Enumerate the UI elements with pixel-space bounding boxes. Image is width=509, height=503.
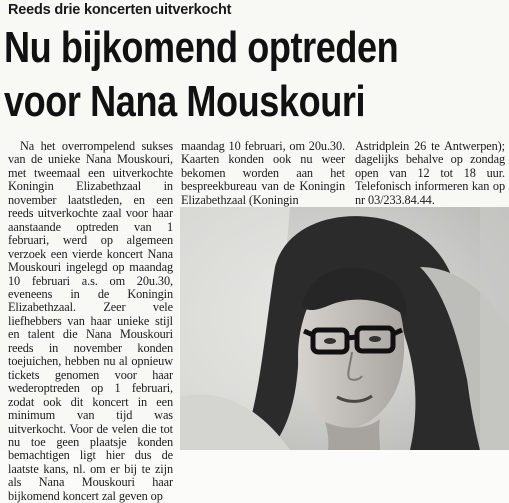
column-2-text: maandag 10 februari, om 20u.30. Kaarten konden ook nu weer bekomen worden aan het bespreekbureau van de Koningin Elizabethzaal (Koningin <box>181 139 345 207</box>
column-1-text: Na het overrompelend sukses van de unieke Nana Mouskouri, met tweemaal een uitverkochte Koningin Elizabethzaal in november laatstleden, en een reeds uitverkochte zaal voor haar aanstaande optreden van 1 februari, werd op algemeen verzoek een vierde koncert Nana Mouskouri ingelegd op maandag 10 februari a.s. om 20u.30, eveneens in de Koningin Elizabethzaal. Zeer vele liefhebbers van haar unieke stijl en talent die Nana Mouskouri reeds in november konden toejuichen, hebben nu al opnieuw tickets genomen voor haar wederoptreden op 1 februari, zodat ook dit koncert in een minimum van tijd was uitverkocht. Voor de velen die tot nu toe geen plaatsje konden bemachtigen ligt hier dus de laatste kans, nl. om er bij te zijn als Nana Mouskouri haar bijkomend koncert zal geven op <box>8 139 173 503</box>
right-edge-band <box>480 207 509 450</box>
article-column-3 <box>355 140 505 207</box>
left-eye <box>324 338 336 344</box>
headline-line-2: voor Nana Mouskouri <box>4 77 366 126</box>
article-kicker: Reeds drie koncerten uitverkocht <box>8 2 232 18</box>
headline-line-1: Nu bijkomend optreden <box>4 23 399 72</box>
right-eye <box>369 336 381 342</box>
article-column-1 <box>8 140 173 503</box>
column-3-text: Astridplein 26 te Antwerpen); dagelijks behalve op zondag open van 12 tot 18 uur. Telefonisch informeren kan op nr 03/233.84.44. <box>355 139 505 207</box>
portrait-illustration <box>180 207 509 450</box>
portrait-photo <box>180 207 509 450</box>
article-column-2 <box>181 140 345 207</box>
